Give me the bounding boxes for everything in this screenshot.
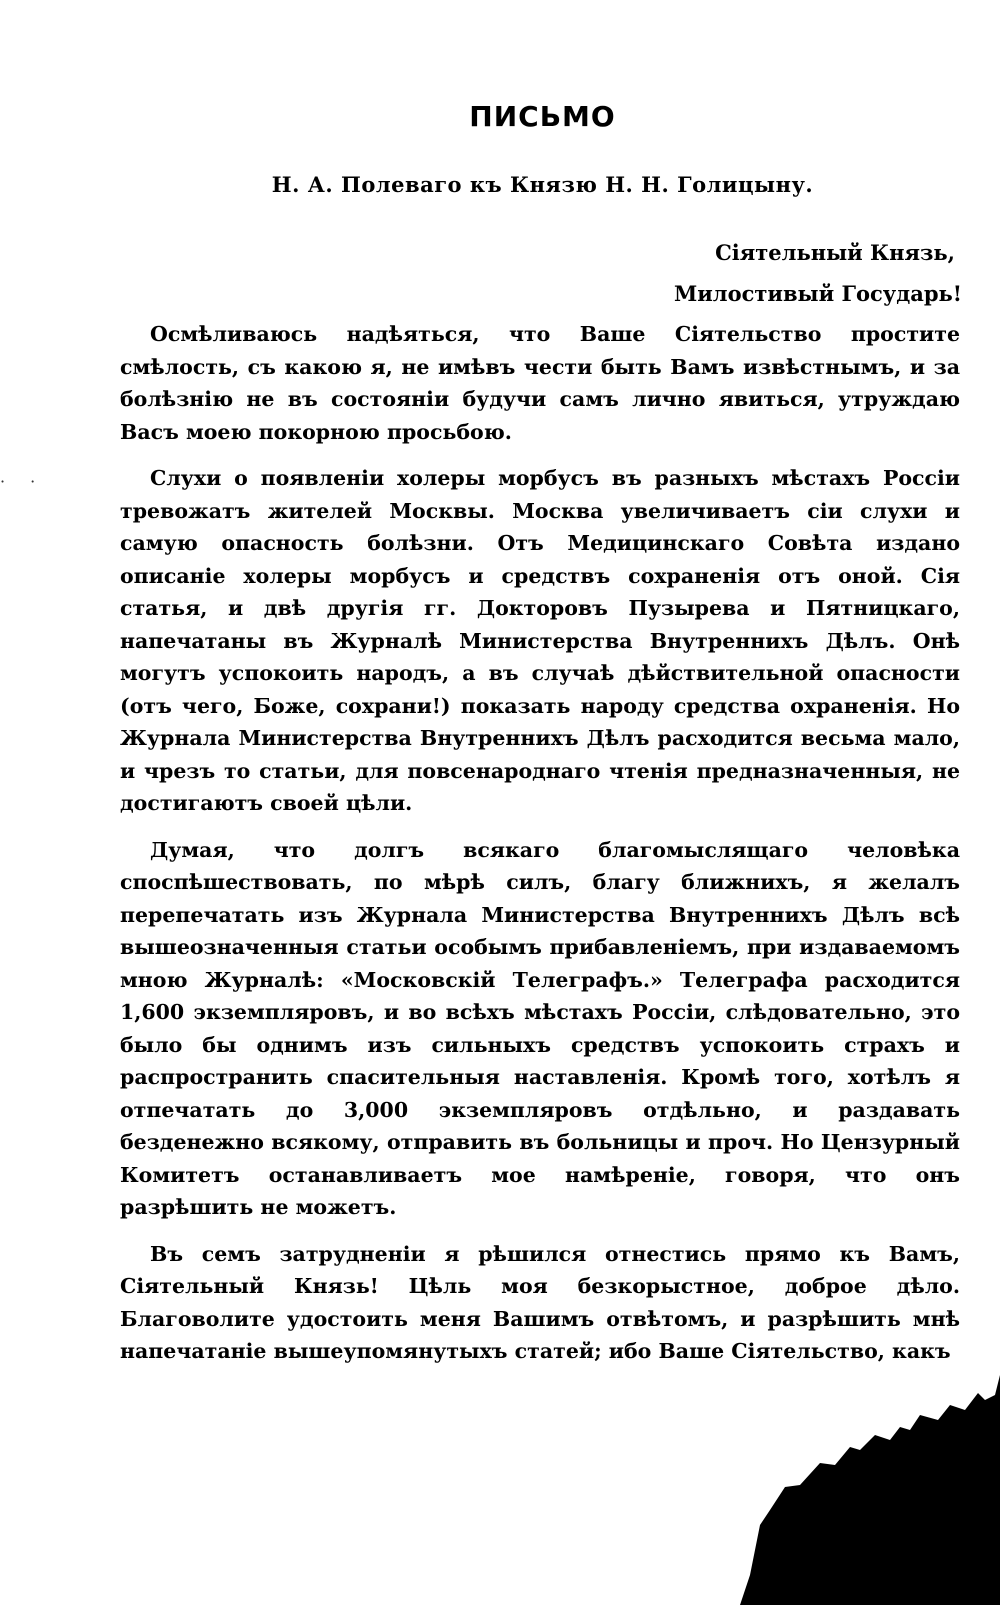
- page-title: ПИСЬМО: [469, 100, 616, 133]
- letter-subtitle: Н. А. Полеваго къ Князю Н. Н. Голицыну.: [271, 172, 814, 197]
- salutation-line-2: Милостивый Государь!: [673, 281, 962, 306]
- paragraph-4: Въ семъ затрудненіи я рѣшился отнестись прямо къ Вамъ, Сіятельный Князь! Цѣль моя безкорыстное, доброе дѣло. Благоволите удостоить меня Вашимъ отвѣтомъ, и разрѣшить мнѣ напечатаніе вышеупомянутыхъ статей; ибо Ваше Сіятельство, какъ: [120, 1241, 960, 1363]
- margin-mark: · ·: [0, 472, 46, 491]
- scan-damage-blot: [740, 1375, 1000, 1605]
- paragraph-2: Слухи о появленіи холеры морбусъ въ разныхъ мѣстахъ Россіи тревожатъ жителей Москвы. Москва увеличиваетъ сіи слухи и самую опасность болѣзни. Отъ Медицинскаго Совѣта издано описаніе холеры морбусъ и средствъ сохраненія отъ оной. Сія статья, и двѣ другія гг. Докторовъ Пузырева и Пятницкаго, напечатаны въ Журналѣ Министерства Внутреннихъ Дѣлъ. Онѣ могутъ успокоить народъ, а въ случаѣ дѣйствительной опасности (отъ чего, Боже, сохрани!) показать народу средства охраненія. Но Журнала Министерства Внутреннихъ Дѣлъ расходится весьма мало, и чрезъ то статьи, для повсенароднаго чтенія предназначенныя, не достигаютъ своей цѣли.: [120, 466, 960, 815]
- paragraph-3: Думая, что долгъ всякаго благомыслящаго человѣка споспѣшествовать, по мѣрѣ силъ, благу ближнихъ, я желалъ перепечатать изъ Журнала Министерства Внутреннихъ Дѣлъ всѣ вышеозначенныя статьи особымъ прибавленіемъ, при издаваемомъ мною Журналѣ: «Московскій Телеграфъ.» Телеграфа расходится 1,600 экземпляровъ, и во всѣхъ мѣстахъ Россіи, слѣдовательно, это было бы однимъ изъ сильныхъ средствъ успокоить страхъ и распространить спасительныя наставленія. Кромѣ того, хотѣлъ я отпечатать до 3,000 экземпляровъ отдѣльно, и раздавать безденежно всякому, отправить въ больницы и проч. Но Цензурный Комитетъ останавливаетъ мое намѣреніе, говоря, что онъ разрѣшить не можетъ.: [120, 837, 960, 1219]
- salutation-line-1: Сіятельный Князь,: [715, 240, 955, 265]
- letter-body: [120, 318, 960, 1382]
- paragraph-1: Осмѣливаюсь надѣяться, что Ваше Сіятельство простите смѣлость, съ какою я, не имѣвъ чести быть Вамъ извѣстнымъ, и за болѣзнію не въ состояніи будучи самъ лично явиться, утруждаю Васъ моею покорною просьбою.: [120, 322, 960, 444]
